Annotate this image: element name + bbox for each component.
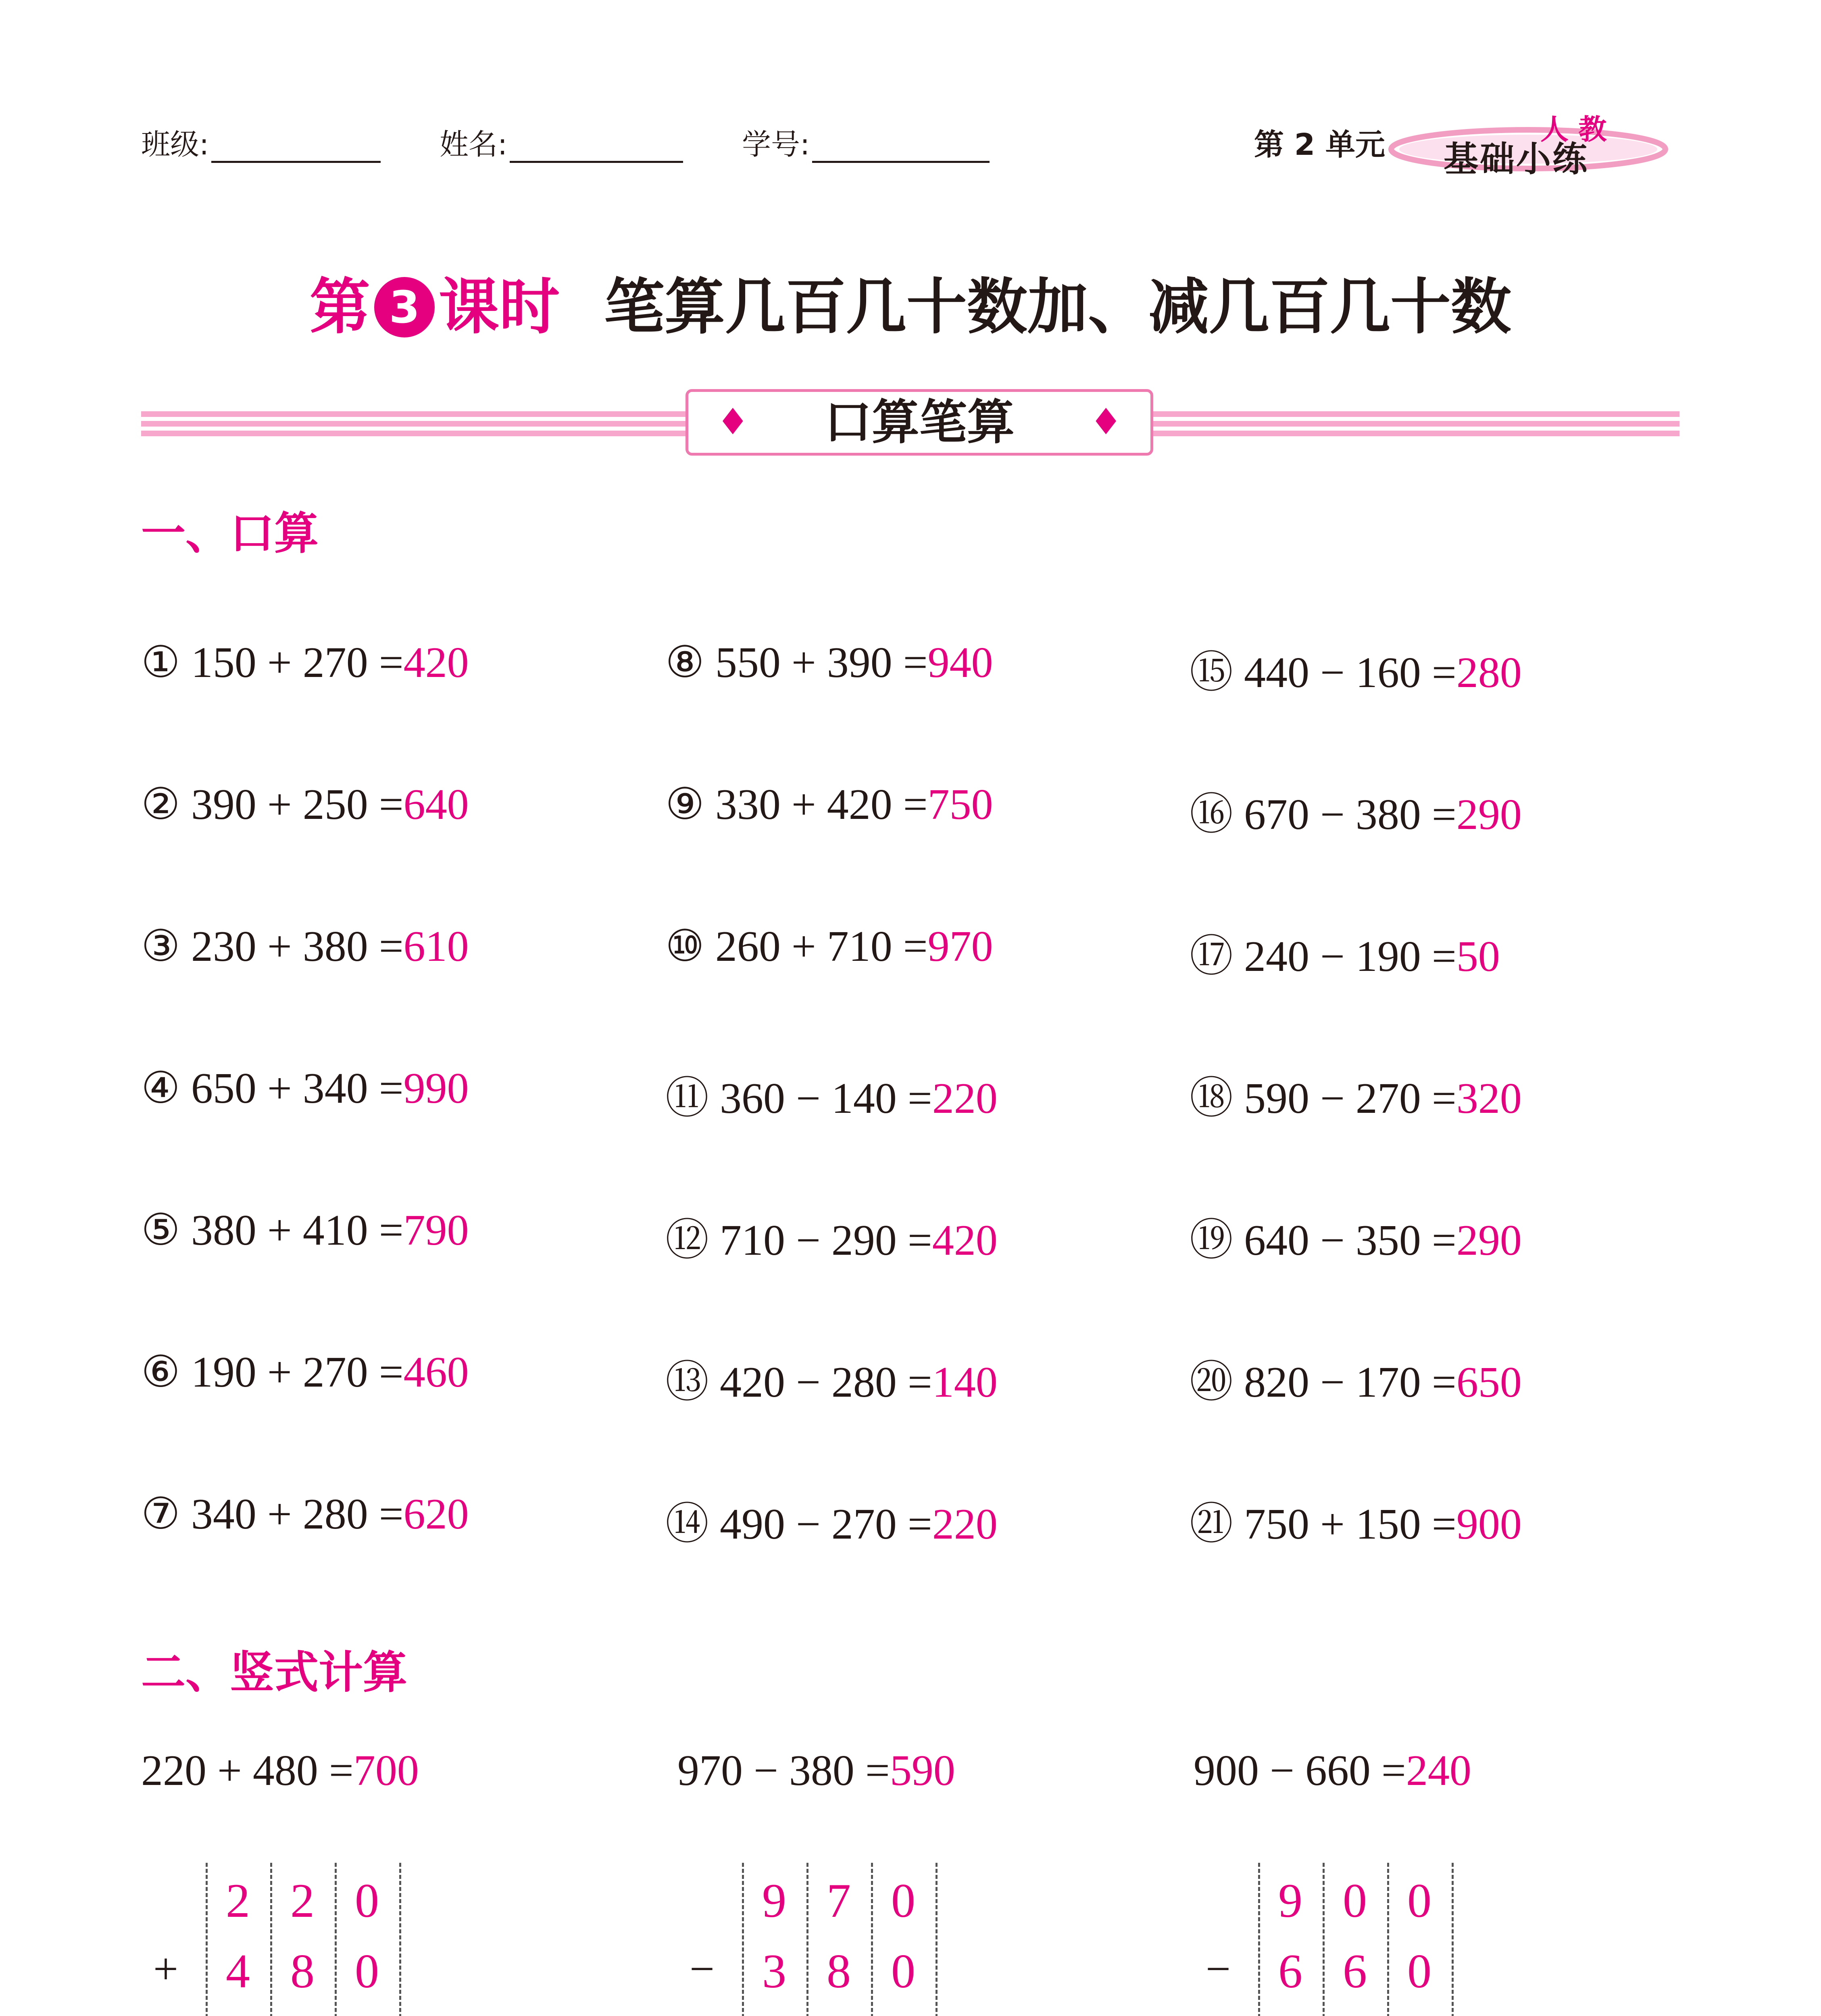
problem-answer[interactable]: 750 — [927, 781, 993, 829]
problem-expression: ⑲ 640 − 350 = — [1190, 1216, 1456, 1264]
top-digit: 2 — [290, 1874, 315, 1927]
problem-answer[interactable]: 220 — [932, 1500, 998, 1548]
top-digit: 9 — [762, 1874, 786, 1927]
vertical-answer[interactable]: 590 — [890, 1747, 955, 1795]
problem-expression: ⑰ 240 − 190 = — [1190, 933, 1456, 981]
oral-problem — [665, 779, 993, 830]
problem-answer[interactable]: 790 — [403, 1206, 469, 1254]
problem-answer[interactable]: 420 — [403, 639, 469, 687]
column-divider — [399, 1863, 401, 2016]
top-digit: 0 — [1343, 1874, 1367, 1927]
problem-answer[interactable]: 280 — [1456, 649, 1522, 697]
problem-expression: ⑧ 550 + 390 = — [665, 639, 928, 687]
name-label: 姓名: — [440, 127, 508, 161]
vertical-problem-label — [1194, 1746, 1471, 1796]
problem-expression: ⑳ 820 − 170 = — [1190, 1358, 1456, 1406]
problem-answer[interactable]: 290 — [1456, 791, 1522, 839]
oral-problem — [665, 1205, 998, 1267]
oral-problem — [665, 1347, 998, 1409]
problem-expression: ⑭ 490 − 270 = — [665, 1500, 932, 1548]
problem-expression: ⑫ 710 − 290 = — [665, 1216, 932, 1264]
problem-answer[interactable]: 420 — [932, 1216, 998, 1264]
id-label: 学号: — [742, 127, 810, 161]
bottom-digit: 6 — [1278, 1944, 1302, 1998]
class-field — [141, 121, 381, 163]
problem-expression: ⑯ 670 − 380 = — [1190, 791, 1456, 839]
vertical-expression: 900 − 660 = — [1194, 1747, 1406, 1795]
oral-problem — [1190, 1205, 1522, 1267]
problem-expression: ③ 230 + 380 = — [141, 923, 404, 971]
bottom-digit: 0 — [1407, 1944, 1431, 1998]
vertical-problem-label — [141, 1746, 419, 1796]
top-digit: 2 — [226, 1874, 250, 1927]
name-input-line[interactable] — [510, 136, 683, 163]
problem-expression: ⑦ 340 + 280 = — [141, 1490, 404, 1538]
vertical-expression: 970 − 380 = — [677, 1747, 890, 1795]
oral-problem — [141, 921, 469, 972]
column-divider — [1452, 1863, 1454, 2016]
section-banner — [685, 389, 1153, 456]
oral-problem — [1190, 637, 1522, 700]
oral-problem — [1190, 1489, 1522, 1551]
problem-answer[interactable]: 460 — [403, 1348, 469, 1396]
problem-expression: ② 390 + 250 = — [141, 781, 404, 829]
problem-answer[interactable]: 970 — [927, 923, 993, 971]
oral-problem — [1190, 921, 1500, 983]
operator-sign: + — [153, 1944, 179, 1993]
bottom-digit: 8 — [827, 1944, 851, 1998]
problem-answer[interactable]: 220 — [932, 1075, 998, 1123]
operator-sign: − — [1206, 1944, 1231, 1993]
top-digit: 7 — [827, 1874, 851, 1927]
problem-answer[interactable]: 640 — [403, 781, 469, 829]
problem-expression: ⑪ 360 − 140 = — [665, 1075, 932, 1123]
vertical-answer[interactable]: 700 — [353, 1747, 419, 1795]
top-digit: 0 — [1407, 1874, 1431, 1927]
bottom-digit: 8 — [290, 1944, 315, 1998]
oral-problem — [1190, 1063, 1522, 1125]
oral-problem — [665, 921, 993, 972]
problem-expression: ⑩ 260 + 710 = — [665, 923, 928, 971]
problem-expression: ⑮ 440 − 160 = — [1190, 649, 1456, 697]
lesson-number-badge: 3 — [374, 277, 435, 337]
problem-answer[interactable]: 50 — [1456, 933, 1500, 981]
problem-answer[interactable]: 320 — [1456, 1075, 1522, 1123]
vertical-calculation — [1194, 1863, 1484, 2016]
class-input-line[interactable] — [211, 136, 381, 163]
unit-label: 第 2 单元 — [1254, 127, 1386, 162]
oral-problem — [1190, 779, 1522, 841]
brand-top-text: 人 教 — [1540, 113, 1607, 146]
bottom-digit: 3 — [762, 1944, 786, 1998]
problem-answer[interactable]: 900 — [1456, 1500, 1522, 1548]
vertical-calculation — [677, 1863, 968, 2016]
oral-problem — [665, 1489, 998, 1551]
name-field — [440, 121, 683, 163]
problem-answer[interactable]: 650 — [1456, 1358, 1522, 1406]
problem-expression: ⑬ 420 − 280 = — [665, 1358, 932, 1406]
oral-problem — [141, 1347, 469, 1397]
problem-answer[interactable]: 290 — [1456, 1216, 1522, 1264]
oral-problem — [665, 1063, 998, 1125]
lesson-subtitle: 笔算几百几十数加、减几百几十数 — [604, 272, 1512, 342]
section-heading-vertical: 二、竖式计算 — [141, 1647, 407, 1698]
operator-sign: − — [690, 1944, 715, 1993]
oral-problem — [1190, 1347, 1522, 1409]
problem-expression: ⑤ 380 + 410 = — [141, 1206, 404, 1254]
problem-answer[interactable]: 140 — [932, 1358, 998, 1406]
problem-answer[interactable]: 620 — [403, 1490, 469, 1538]
diamond-icon: ♦ — [717, 401, 749, 443]
brand-text: 基础小练 — [1444, 139, 1589, 179]
bottom-digit: 0 — [891, 1944, 915, 1998]
problem-expression: ㉑ 750 + 150 = — [1190, 1500, 1456, 1548]
problem-answer[interactable]: 990 — [403, 1064, 469, 1112]
vertical-problem-label — [677, 1746, 955, 1796]
vertical-calculation — [141, 1863, 431, 2016]
lesson-prefix: 第 — [309, 272, 370, 342]
page-title — [0, 258, 1821, 345]
section-heading-oral: 一、口算 — [141, 508, 319, 559]
top-digit: 0 — [891, 1874, 915, 1927]
oral-problem — [141, 1489, 469, 1539]
oral-problem — [141, 779, 469, 830]
oral-problem — [665, 637, 993, 688]
brand-logo — [1387, 109, 1669, 179]
diamond-icon: ♦ — [1090, 401, 1122, 443]
oral-problem — [141, 1205, 469, 1256]
column-divider — [936, 1863, 938, 2016]
class-label: 班级: — [141, 127, 209, 161]
vertical-expression: 220 + 480 = — [141, 1747, 354, 1795]
id-input-line[interactable] — [812, 136, 990, 163]
top-digit: 0 — [355, 1874, 379, 1927]
id-field — [742, 121, 990, 163]
bottom-digit: 6 — [1343, 1944, 1367, 1998]
problem-expression: ④ 650 + 340 = — [141, 1064, 404, 1112]
bottom-digit: 0 — [355, 1944, 379, 1998]
problem-answer[interactable]: 940 — [927, 639, 993, 687]
bottom-digit: 4 — [226, 1944, 250, 1998]
problem-expression: ⑱ 590 − 270 = — [1190, 1075, 1456, 1123]
lesson-suffix: 课时 — [438, 272, 560, 342]
problem-expression: ⑨ 330 + 420 = — [665, 781, 928, 829]
banner-title: 口算笔算 — [824, 394, 1015, 450]
vertical-answer[interactable]: 240 — [1406, 1747, 1471, 1795]
top-digit: 9 — [1278, 1874, 1302, 1927]
oral-problem — [141, 637, 469, 688]
oral-problem — [141, 1063, 469, 1114]
problem-expression: ① 150 + 270 = — [141, 639, 404, 687]
problem-answer[interactable]: 610 — [403, 923, 469, 971]
problem-expression: ⑥ 190 + 270 = — [141, 1348, 404, 1396]
